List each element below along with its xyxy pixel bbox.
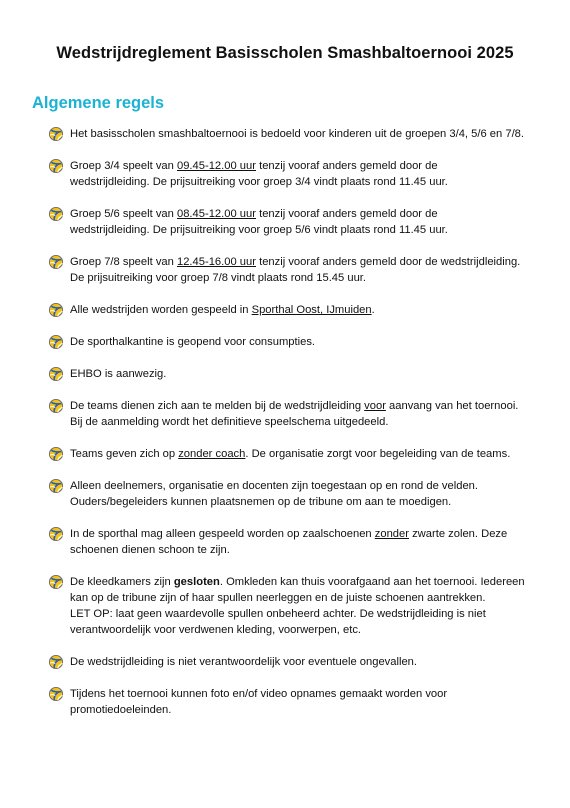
- rule-text: EHBO is aanwezig.: [70, 368, 167, 380]
- rule-text-line: [70, 302, 548, 318]
- rule-item: [48, 446, 548, 462]
- rule-text: .: [371, 304, 375, 316]
- volleyball-icon: [48, 126, 64, 142]
- rule-text: . Omkleden kan thuis voorafgaand aan het toernooi. Iedereen: [219, 576, 525, 588]
- volleyball-icon: [48, 526, 64, 542]
- rule-text-line: [70, 174, 548, 190]
- rule-text: tenzij vooraf anders gemeld door de wedstrijdleiding.: [255, 256, 521, 268]
- rules-list: [48, 126, 548, 734]
- rule-text-line: [70, 398, 548, 414]
- rule-text: Het basisscholen smashbaltoernooi is bedoeld voor kinderen uit de groepen 3/4, 5/6 en 7/8.: [70, 128, 525, 140]
- underlined-text: voor: [364, 400, 386, 412]
- rule-text: aanvang van het toernooi.: [385, 400, 519, 412]
- rule-text: Groep 7/8 speelt van: [70, 256, 177, 268]
- rule-text: In de sporthal mag alleen gespeeld worden op zaalschoenen: [70, 528, 375, 540]
- rule-item: [48, 206, 548, 238]
- volleyball-icon: [48, 254, 64, 270]
- rule-item: [48, 334, 548, 350]
- volleyball-icon: [48, 686, 64, 702]
- rule-text: schoenen dienen schoon te zijn.: [70, 544, 230, 556]
- rule-text: tenzij vooraf anders gemeld door de: [255, 160, 438, 172]
- rule-text-line: [70, 206, 548, 222]
- rule-text: wedstrijdleiding. De prijsuitreiking voor groep 3/4 vindt plaats rond 11.45 uur.: [70, 176, 448, 188]
- document-title: Wedstrijdreglement Basisscholen Smashbaltoernooi 2025: [56, 44, 514, 62]
- rule-item: [48, 126, 548, 142]
- rule-text-line: [70, 686, 548, 702]
- rule-text-line: [70, 478, 548, 494]
- rule-item: [48, 686, 548, 718]
- rule-item: [48, 654, 548, 670]
- rule-item: [48, 302, 548, 318]
- rule-item: [48, 398, 548, 430]
- rule-text-line: [70, 542, 548, 558]
- rule-text: Groep 5/6 speelt van: [70, 208, 177, 220]
- rule-text-line: [70, 702, 548, 718]
- rule-text-line: [70, 366, 548, 382]
- rule-text: Teams geven zich op: [70, 448, 179, 460]
- volleyball-icon: [48, 654, 64, 670]
- volleyball-icon: [48, 302, 64, 318]
- rule-text: promotiedoeleinden.: [70, 704, 172, 716]
- underlined-text: zonder coach: [178, 448, 246, 460]
- volleyball-icon: [48, 446, 64, 462]
- rule-text-line: [70, 254, 548, 270]
- rule-item: [48, 574, 548, 638]
- rule-text-line: [70, 126, 548, 142]
- rule-text: De kleedkamers zijn: [70, 576, 174, 588]
- rule-text: tenzij vooraf anders gemeld door de: [255, 208, 438, 220]
- volleyball-icon: [48, 398, 64, 414]
- rule-text-line: [70, 526, 548, 542]
- rule-item: [48, 526, 548, 558]
- rule-item: [48, 254, 548, 286]
- rule-text: kan op de tribune zijn of haar spullen neerleggen en de juiste schoenen aantrekken.: [70, 592, 486, 604]
- section-heading: Algemene regels: [32, 94, 165, 112]
- volleyball-icon: [48, 206, 64, 222]
- rule-text: Ouders/begeleiders kunnen plaatsnemen op de tribune om aan te moedigen.: [70, 496, 452, 508]
- rule-text: Alle wedstrijden worden gespeeld in: [70, 304, 252, 316]
- rule-text: De prijsuitreiking voor groep 7/8 vindt plaats rond 15.45 uur.: [70, 272, 367, 284]
- volleyball-icon: [48, 158, 64, 174]
- volleyball-icon: [48, 334, 64, 350]
- rule-text: verantwoordelijk voor verdwenen kleding, voorwerpen, etc.: [70, 624, 362, 636]
- underlined-text: 12.45-16.00 uur: [176, 256, 256, 268]
- rule-text-line: [70, 414, 548, 430]
- volleyball-icon: [48, 366, 64, 382]
- underlined-text: 09.45-12.00 uur: [176, 160, 256, 172]
- rule-text: De teams dienen zich aan te melden bij de wedstrijdleiding: [70, 400, 365, 412]
- rule-text-line: [70, 158, 548, 174]
- rule-text-line: [70, 622, 548, 638]
- rule-text-line: [70, 270, 548, 286]
- volleyball-icon: [48, 478, 64, 494]
- underlined-text: Sporthal Oost, IJmuiden: [251, 304, 372, 316]
- rule-text: wedstrijdleiding. De prijsuitreiking voor groep 5/6 vindt plaats rond 11.45 uur.: [70, 224, 448, 236]
- rule-item: [48, 366, 548, 382]
- rule-text-line: [70, 222, 548, 238]
- rule-text-line: [70, 590, 548, 606]
- rule-item: [48, 158, 548, 190]
- rule-text: De sporthalkantine is geopend voor consumpties.: [70, 336, 316, 348]
- underlined-text: 08.45-12.00 uur: [176, 208, 256, 220]
- rule-text-line: [70, 574, 548, 590]
- rule-item: [48, 478, 548, 510]
- rule-text: zwarte zolen. Deze: [408, 528, 508, 540]
- bold-text: gesloten: [173, 576, 220, 588]
- rule-text: LET OP: laat geen waardevolle spullen onbeheerd achter. De wedstrijdleiding is niet: [70, 608, 486, 620]
- rule-text: De wedstrijdleiding is niet verantwoordelijk voor eventuele ongevallen.: [70, 656, 418, 668]
- rule-text-line: [70, 334, 548, 350]
- rule-text: . De organisatie zorgt voor begeleiding van de teams.: [245, 448, 511, 460]
- rule-text: Bij de aanmelding wordt het definitieve speelschema uitgedeeld.: [70, 416, 389, 428]
- rule-text-line: [70, 654, 548, 670]
- rule-text: Alleen deelnemers, organisatie en docenten zijn toegestaan op en rond de velden.: [70, 480, 479, 492]
- rule-text-line: [70, 446, 548, 462]
- rule-text: Groep 3/4 speelt van: [70, 160, 177, 172]
- rule-text: Tijdens het toernooi kunnen foto en/of video opnames gemaakt worden voor: [70, 688, 448, 700]
- rule-text-line: [70, 606, 548, 622]
- volleyball-icon: [48, 574, 64, 590]
- underlined-text: zonder: [374, 528, 409, 540]
- rule-text-line: [70, 494, 548, 510]
